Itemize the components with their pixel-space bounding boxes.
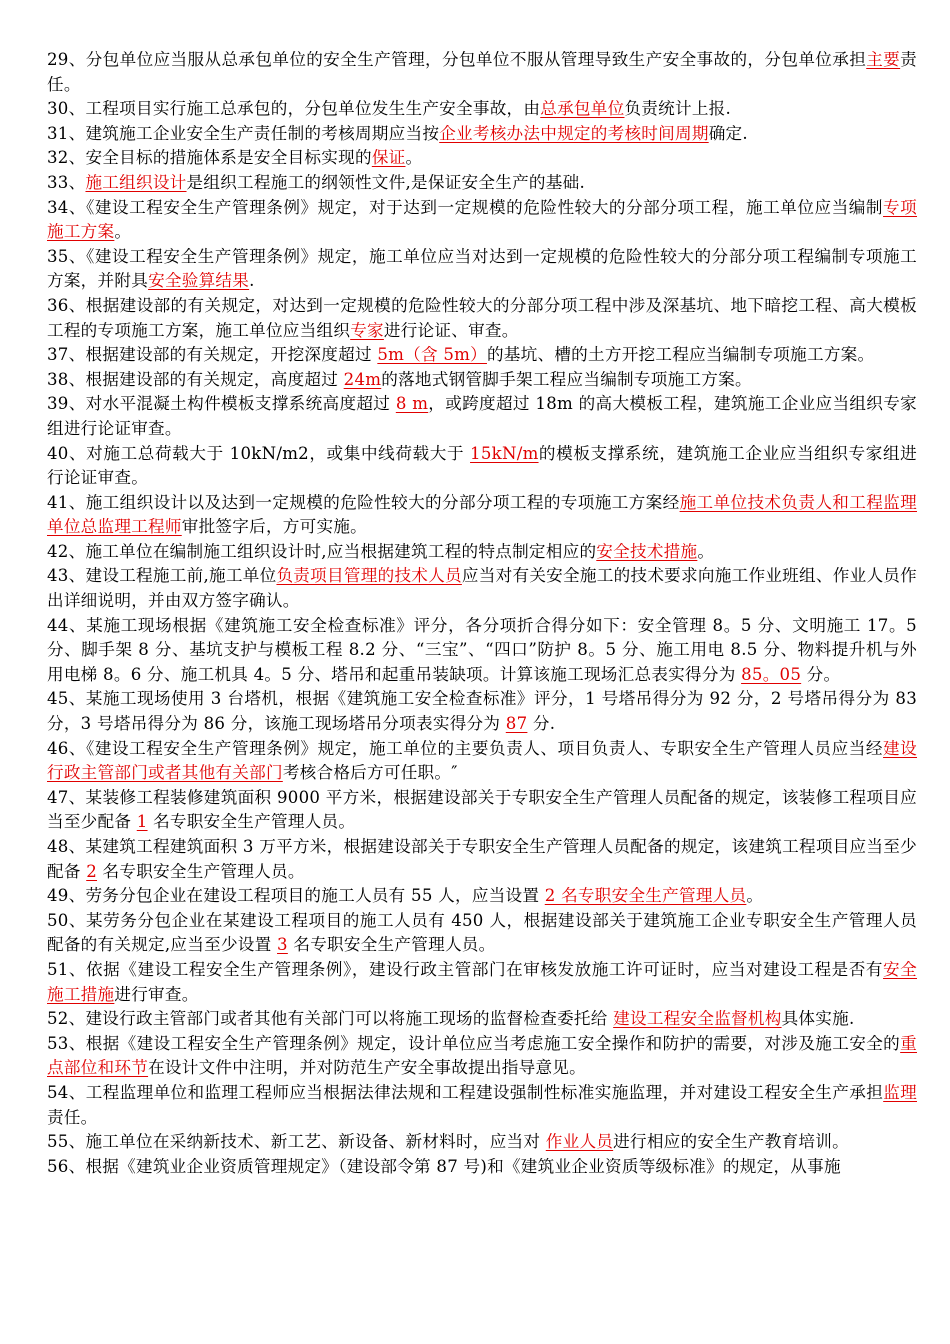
question-item — [47, 540, 917, 565]
answer-text: 87 — [505, 714, 528, 734]
question-text: 54、工程监理单位和监理工程师应当根据法律法规和工程建设强制性标准实施监理，并对建设工程安全生产承担 — [47, 1082, 884, 1102]
question-text: 30、工程项目实行施工总承包的，分包单位发生生产安全事故，由 — [47, 99, 541, 119]
question-text: 38、根据建设部的有关规定，高度超过 — [47, 369, 344, 389]
answer-text: 施工组织设计 — [85, 172, 187, 192]
question-item — [47, 909, 917, 958]
question-text: 分。 — [801, 664, 841, 684]
question-text: 名专职安全生产管理人员。 — [97, 861, 305, 881]
question-text: 在设计文件中注明，并对防范生产安全事故提出指导意见。 — [148, 1058, 586, 1078]
question-text: 29、分包单位应当服从总承包单位的安全生产管理，分包单位不服从管理导致生产安全事故的，分包单位承担 — [47, 50, 867, 69]
answer-text: 15kN/m — [470, 443, 539, 463]
answer-text: 85。05 — [741, 664, 802, 684]
question-text: 44、某施工现场根据《建筑施工安全检查标准》评分，各分项折合得分如下：安全管理 8。5 分、文明施工 17。5 分、脚手架 8 分、基坑支护与模板工程 8.2 分、“三宝”、“四口”防护 8。5 分、施工用电 8.5 分、物料提升机与外用电梯 8。6 分、施工机具 4。5 分、塔吊和起重吊装缺项。计算该施工现场汇总表实得分为 — [47, 615, 917, 684]
answer-text: 施工单位技术负责人和工程监理单位总监理工程师 — [47, 492, 917, 537]
question-item — [47, 835, 917, 884]
question-text: 进行相应的安全生产教育培训。 — [613, 1132, 849, 1152]
question-item — [47, 958, 917, 1007]
answer-text: 安全技术措施 — [596, 541, 698, 561]
question-item — [47, 1130, 917, 1155]
question-item — [47, 786, 917, 835]
question-text: 53、根据《建设工程安全生产管理条例》规定，设计单位应当考虑施工安全操作和防护的需要，对涉及施工安全的 — [47, 1033, 901, 1053]
question-item — [47, 171, 917, 196]
question-text: 50、某劳务分包企业在某建设工程项目的施工人员有 450 人，根据建设部关于建筑施工企业专职安全生产管理人员配备的有关规定,应当至少设置 — [47, 910, 917, 955]
answer-text: 负责项目管理的技术人员 — [276, 566, 462, 586]
question-item — [47, 614, 917, 688]
answer-text: 重点部位和环节 — [47, 1033, 917, 1078]
answer-text: 保证 — [371, 148, 406, 168]
question-item — [47, 442, 917, 491]
question-text: 的模板支撑系统，建筑施工企业应当组织专家组进行论证审查。 — [47, 443, 917, 488]
question-text: 48、某建筑工程建筑面积 3 万平方米，根据建设部关于专职安全生产管理人员配备的规定，该建筑工程项目应当至少配备 — [47, 837, 917, 881]
answer-text: 1 — [136, 812, 148, 832]
question-text: 的落地式钢管脚手架工程应当编制专项施工方案。 — [381, 369, 752, 389]
question-item — [47, 1081, 917, 1130]
question-item — [47, 1155, 917, 1180]
answer-text: 总承包单位 — [540, 99, 625, 119]
question-text: ，或跨度超过 18m 的高大模板工程，建筑施工企业应当组织专家组进行论证审查。 — [47, 394, 917, 438]
question-text: 55、施工单位在采纳新技术、新工艺、新设备、新材料时，应当对 — [47, 1132, 546, 1152]
answer-text: 建设行政主管部门或者其他有关部门 — [47, 738, 918, 783]
question-text: 。 — [697, 541, 715, 561]
question-text: 确定. — [708, 123, 748, 143]
question-text: 31、建筑施工企业安全生产责任制的考核周期应当按 — [47, 123, 440, 143]
answer-text: 8 m — [395, 394, 429, 414]
answer-text: 安全验算结果 — [148, 271, 250, 291]
question-text: 49、劳务分包企业在建设工程项目的施工人员有 55 人，应当设置 — [47, 886, 545, 906]
question-text: . — [249, 271, 255, 291]
answer-text: 3 — [277, 935, 288, 955]
question-item — [47, 122, 917, 147]
question-text: 。 — [746, 886, 764, 906]
question-item — [47, 564, 917, 613]
question-text: 41、施工组织设计以及达到一定规模的危险性较大的分部分项工程的专项施工方案经 — [47, 492, 680, 512]
answer-text: 建设工程安全监督机构 — [613, 1009, 782, 1029]
question-text: 进行审查。 — [114, 984, 199, 1004]
question-item — [47, 687, 917, 736]
question-text: 33、 — [47, 172, 86, 192]
question-item — [47, 737, 917, 786]
question-text: 39、对水平混凝土构件模板支撑系统高度超过 — [47, 394, 396, 414]
question-text: 具体实施. — [781, 1009, 855, 1029]
question-item — [47, 245, 917, 294]
question-text: 46、《建设工程安全生产管理条例》规定，施工单位的主要负责人、项目负责人、专职安全生产管理人员应当经 — [47, 738, 884, 758]
question-text: 36、根据建设部的有关规定，对达到一定规模的危险性较大的分部分项工程中涉及深基坑、地下暗挖工程、高大模板工程的专项施工方案，施工单位应当组织 — [47, 295, 917, 340]
question-text: 。 — [405, 148, 423, 168]
question-item — [47, 343, 917, 368]
answer-text: 安全施工措施 — [47, 959, 918, 1004]
question-text: 责任。 — [47, 1107, 98, 1127]
question-item — [47, 392, 917, 441]
question-text: 45、某施工现场使用 3 台塔机，根据《建筑施工安全检查标准》评分，1 号塔吊得分为 92 分，2 号塔吊得分为 83 分，3 号塔吊得分为 86 分，该施工现场塔吊分项表实得分为 — [47, 689, 917, 734]
question-text: 51、依据《建设工程安全生产管理条例》，建设行政主管部门在审核发放施工许可证时，应当对建设工程是否有 — [47, 959, 884, 979]
question-text: 。 — [114, 222, 132, 242]
question-text: 56、根据《建筑业企业资质管理规定》（建设部令第 87 号)和《建筑业企业资质等级标准》的规定，从事施 — [47, 1156, 841, 1176]
question-item — [47, 491, 917, 540]
question-text: 47、某装修工程装修建筑面积 9000 平方米，根据建设部关于专职安全生产管理人员配备的规定，该装修工程项目应当至少配备 — [47, 787, 917, 832]
question-text: 32、安全目标的措施体系是安全目标实现的 — [47, 148, 372, 168]
question-item — [47, 884, 917, 909]
answer-text: 主要 — [866, 50, 901, 69]
question-item — [47, 48, 917, 97]
question-text: 考核合格后方可任职。″ — [282, 763, 458, 783]
answer-text: 专家 — [350, 320, 384, 340]
question-text: 34、《建设工程安全生产管理条例》规定，对于达到一定规模的危险性较大的分部分项工程，施工单位应当编制 — [47, 197, 884, 217]
answer-text: 作业人员 — [545, 1132, 614, 1152]
question-text: 的基坑、槽的土方开挖工程应当编制专项施工方案。 — [486, 345, 875, 365]
question-text: 名专职安全生产管理人员。 — [287, 935, 496, 955]
question-item — [47, 1032, 917, 1081]
question-text: 43、建设工程施工前,施工单位 — [47, 566, 277, 586]
question-text: 名专职安全生产管理人员。 — [147, 812, 356, 832]
question-text: 应当对有关安全施工的技术要求向施工作业班组、作业人员作出详细说明，并由双方签字确认。 — [47, 566, 918, 611]
answer-text: 24m — [343, 369, 382, 389]
question-text: 审批签字后，方可实施。 — [181, 517, 368, 537]
answer-text: 5m（含 5m） — [377, 345, 487, 365]
question-text: 40、对施工总荷载大于 10kN/m2，或集中线荷载大于 — [47, 443, 471, 463]
question-text: 52、建设行政主管部门或者其他有关部门可以将施工现场的监督检查委托给 — [47, 1009, 614, 1029]
question-item — [47, 1007, 917, 1032]
question-item — [47, 146, 917, 171]
question-item — [47, 368, 917, 393]
answer-text: 2 — [86, 861, 98, 881]
question-item — [47, 294, 917, 343]
answer-text: 监理 — [883, 1082, 917, 1102]
question-text: 是组织工程施工的纲领性文件,是保证安全生产的基础. — [186, 172, 585, 192]
question-text: 负责统计上报. — [624, 99, 732, 119]
question-text: 35、《建设工程安全生产管理条例》规定，施工单位应当对达到一定规模的危险性较大的分部分项工程编制专项施工方案，并附具 — [47, 246, 917, 291]
answer-text: 2 名专职安全生产管理人员 — [544, 886, 747, 906]
question-text: 42、施工单位在编制施工组织设计时,应当根据建筑工程的特点制定相应的 — [47, 541, 597, 561]
question-text: 37、根据建设部的有关规定，开挖深度超过 — [47, 345, 378, 365]
question-item — [47, 196, 917, 245]
question-text: 分. — [527, 714, 556, 734]
question-text: 责任。 — [47, 50, 917, 94]
question-list — [47, 48, 917, 1179]
question-item — [47, 97, 917, 122]
question-text: 进行论证、审查。 — [383, 320, 519, 340]
answer-text: 企业考核办法中规定的考核时间周期 — [439, 123, 709, 143]
answer-text: 专项施工方案 — [47, 197, 918, 242]
